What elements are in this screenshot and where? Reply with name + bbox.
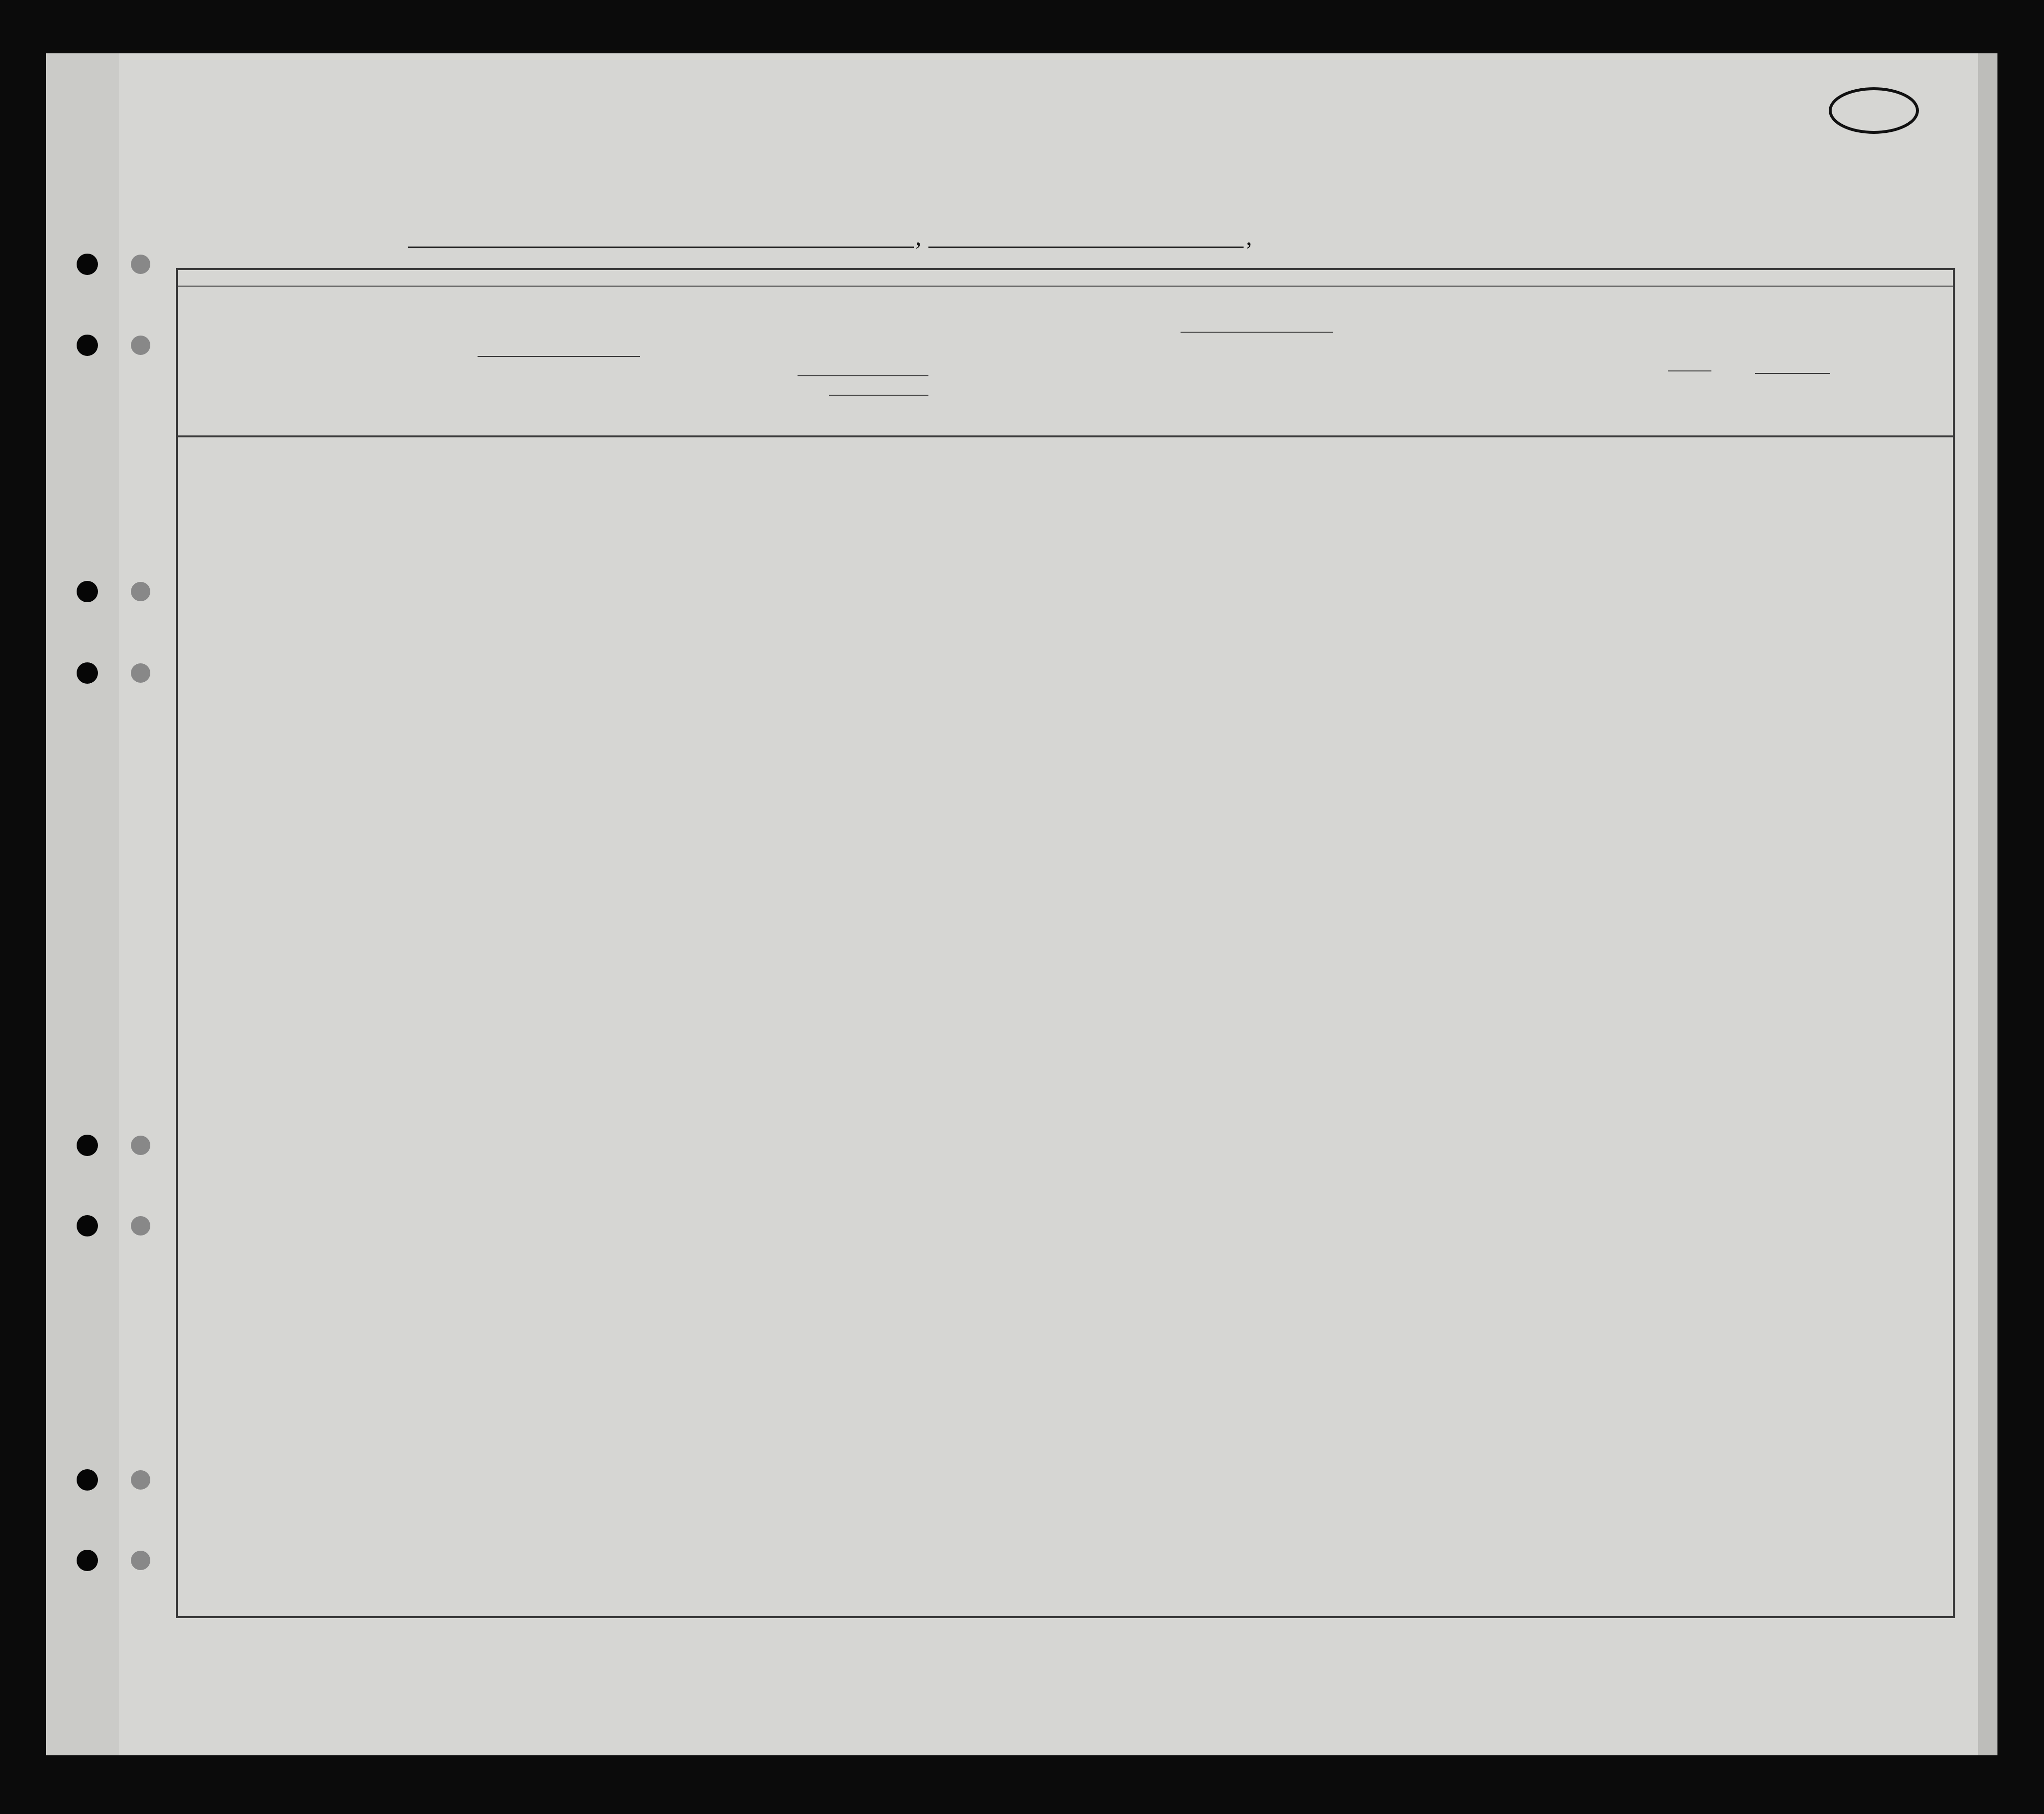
binding-hole (77, 662, 98, 684)
binding-hole (77, 254, 98, 275)
year-comma: , (1246, 223, 1252, 250)
binding-hole (131, 582, 150, 601)
binding-hole (77, 581, 98, 602)
date-comma: , (915, 223, 922, 250)
binding-hole (131, 1136, 150, 1155)
header-paid-by-note-box (675, 373, 770, 435)
binding-hole (131, 336, 150, 355)
binding-hole (131, 1470, 150, 1490)
binding-hole (131, 663, 150, 683)
binding-hole (77, 1135, 98, 1156)
paper-right-edge (1978, 53, 1997, 1755)
paper-sheet (46, 53, 1997, 1755)
binding-hole (77, 1215, 98, 1236)
binding-hole (131, 1216, 150, 1236)
paper-left-strip (46, 53, 119, 1755)
binding-hole (131, 1551, 150, 1570)
binding-hole (77, 1469, 98, 1491)
binding-hole (77, 1550, 98, 1571)
binding-hole (77, 335, 98, 356)
binding-hole (131, 255, 150, 274)
